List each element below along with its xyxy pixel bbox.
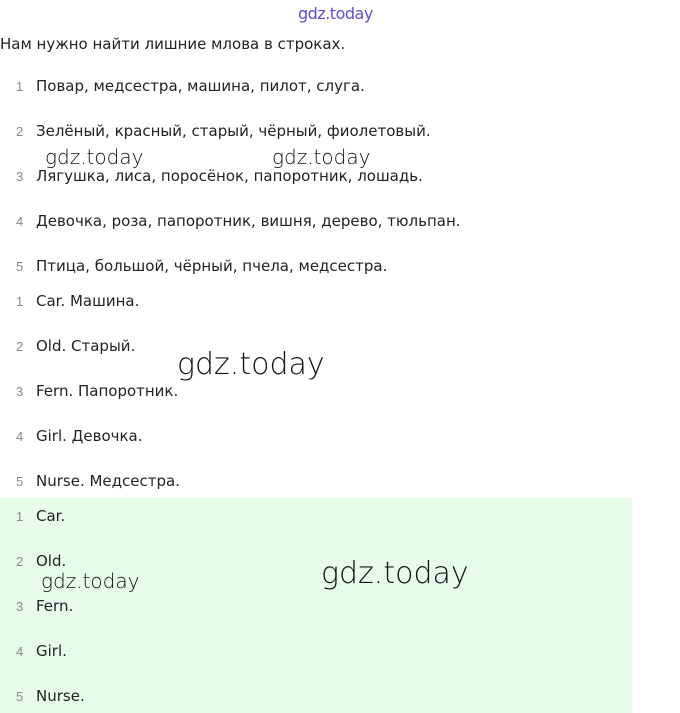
watermark-top: gdz.today <box>298 4 373 23</box>
item-number: 3 <box>16 599 24 614</box>
answer-block <box>0 498 632 713</box>
list-item <box>0 210 632 255</box>
watermark: gdz.today <box>45 145 144 169</box>
list-item <box>0 588 632 633</box>
list-item <box>0 75 632 120</box>
list-item <box>0 678 632 713</box>
item-text: Car. Машина. <box>36 292 140 310</box>
item-text: Повар, медсестра, машина, пилот, слуга. <box>36 77 365 95</box>
watermark: gdz.today <box>272 145 371 169</box>
list-item <box>0 425 632 470</box>
item-text: Nurse. <box>36 687 85 705</box>
list-item <box>0 380 632 425</box>
item-text: Fern. Папоротник. <box>36 382 179 400</box>
item-text: Girl. Девочка. <box>36 427 143 445</box>
item-text: Зелёный, красный, старый, чёрный, фиолетовый. <box>36 122 431 140</box>
list-item <box>0 498 632 543</box>
item-number: 3 <box>16 384 24 399</box>
item-number: 2 <box>16 339 24 354</box>
watermark: gdz.today <box>41 569 140 593</box>
item-number: 4 <box>16 429 24 444</box>
item-text: Nurse. Медсестра. <box>36 472 180 490</box>
item-text: Girl. <box>36 642 67 660</box>
item-number: 1 <box>16 509 24 524</box>
list-item <box>0 255 632 290</box>
item-number: 3 <box>16 169 24 184</box>
list-item <box>0 633 632 678</box>
item-number: 1 <box>16 294 24 309</box>
item-text: Old. <box>36 552 67 570</box>
item-text: Fern. <box>36 597 74 615</box>
item-number: 2 <box>16 554 24 569</box>
item-text: Девочка, роза, папоротник, вишня, дерево, тюльпан. <box>36 212 461 230</box>
item-number: 5 <box>16 689 24 704</box>
item-text: Птица, большой, чёрный, пчела, медсестра. <box>36 257 388 275</box>
item-number: 4 <box>16 214 24 229</box>
watermark: gdz.today <box>321 556 469 591</box>
list-item <box>0 290 632 335</box>
item-number: 4 <box>16 644 24 659</box>
item-text: Лягушка, лиса, поросёнок, папоротник, лошадь. <box>36 167 423 185</box>
list-item <box>0 165 632 210</box>
item-number: 5 <box>16 474 24 489</box>
list-translations <box>0 290 632 503</box>
item-text: Car. <box>36 507 66 525</box>
item-number: 2 <box>16 124 24 139</box>
intro-text: Нам нужно найти лишние млова в строках. <box>0 35 346 53</box>
item-number: 1 <box>16 79 24 94</box>
item-number: 5 <box>16 259 24 274</box>
list-russian-words <box>0 75 632 290</box>
item-text: Old. Старый. <box>36 337 136 355</box>
watermark: gdz.today <box>177 347 325 382</box>
